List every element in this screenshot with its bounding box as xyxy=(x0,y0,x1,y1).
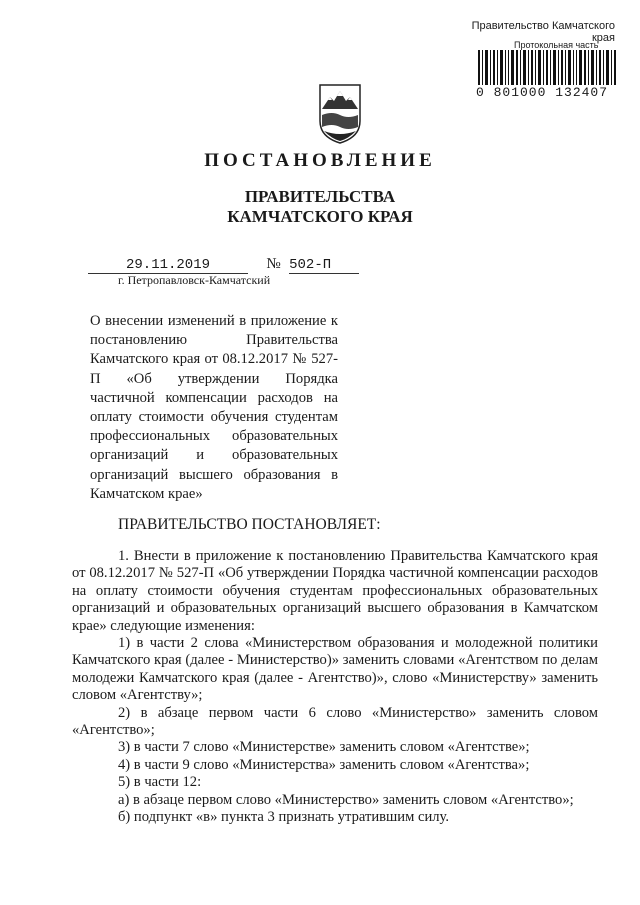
list-item: 2) в абзаце первом части 6 слово «Министерство» заменить словом «Агентство»; xyxy=(72,704,598,739)
list-item: 3) в части 7 слово «Министерстве» заменить словом «Агентстве»; xyxy=(118,739,530,756)
barcode-number: 0 801000 132407 xyxy=(476,85,616,100)
barcode xyxy=(478,50,616,90)
list-item: б) подпункт «в» пункта 3 признать утратившим силу. xyxy=(118,809,450,826)
issuer-heading xyxy=(0,187,640,227)
preamble-text: О внесении изменений в приложение к постановлению Правительства Камчатского края от 08.12.2017 № 527-П «Об утверждении Порядка частичной компенсации расходов на оплату стоимости обучения студентам профессиональных образовательных организаций и образовательных организаций высшего образования в Камчатском крае» xyxy=(90,313,338,502)
document-type-title: ПОСТАНОВЛЕНИЕ xyxy=(204,150,436,171)
number-label: № xyxy=(266,256,281,272)
document-number: 502-П xyxy=(289,257,359,274)
list-item: 4) в части 9 слово «Министерства» заменить словом «Агентства»; xyxy=(118,756,530,773)
stamp-organization: Правительство Камчатского края xyxy=(471,20,615,44)
decree-heading: ПРАВИТЕЛЬСТВО ПОСТАНОВЛЯЕТ: xyxy=(118,516,381,533)
issuer-line-2: КАМЧАТСКОГО КРАЯ xyxy=(227,207,413,226)
document-body xyxy=(72,548,598,827)
list-item: а) в абзаце первом слово «Министерство» заменить словом «Агентство»; xyxy=(118,791,574,808)
document-city: г. Петропавловск-Камчатский xyxy=(118,273,271,287)
list-item: 5) в части 12: xyxy=(118,774,202,791)
issuer-line-1: ПРАВИТЕЛЬСТВА xyxy=(244,187,396,206)
paragraph-main: 1. Внести в приложение к постановлению Правительства Камчатского края от 08.12.2017 № 527-П «Об утверждении Порядка частичной компенсации расходов на оплату стоимости обучения студентам профессиональных образовательных организаций и образовательных организаций высшего образования в Камчатском крае» следующие изменения: xyxy=(72,548,598,634)
list-item: 1) в части 2 слова «Министерством образования и молодежной политики Камчатского края (далее - Министерство)» заменить словами «Агентством по делам молодежи Камчатского края (далее - Агентство)», слово «Министерству» заменить словом «Агентству»; xyxy=(72,635,598,704)
date-number-line xyxy=(88,256,359,274)
kamchatka-emblem-icon xyxy=(318,83,362,145)
document-date: 29.11.2019 xyxy=(88,257,248,274)
stamp-part-label: Протокольная часть xyxy=(514,40,599,50)
